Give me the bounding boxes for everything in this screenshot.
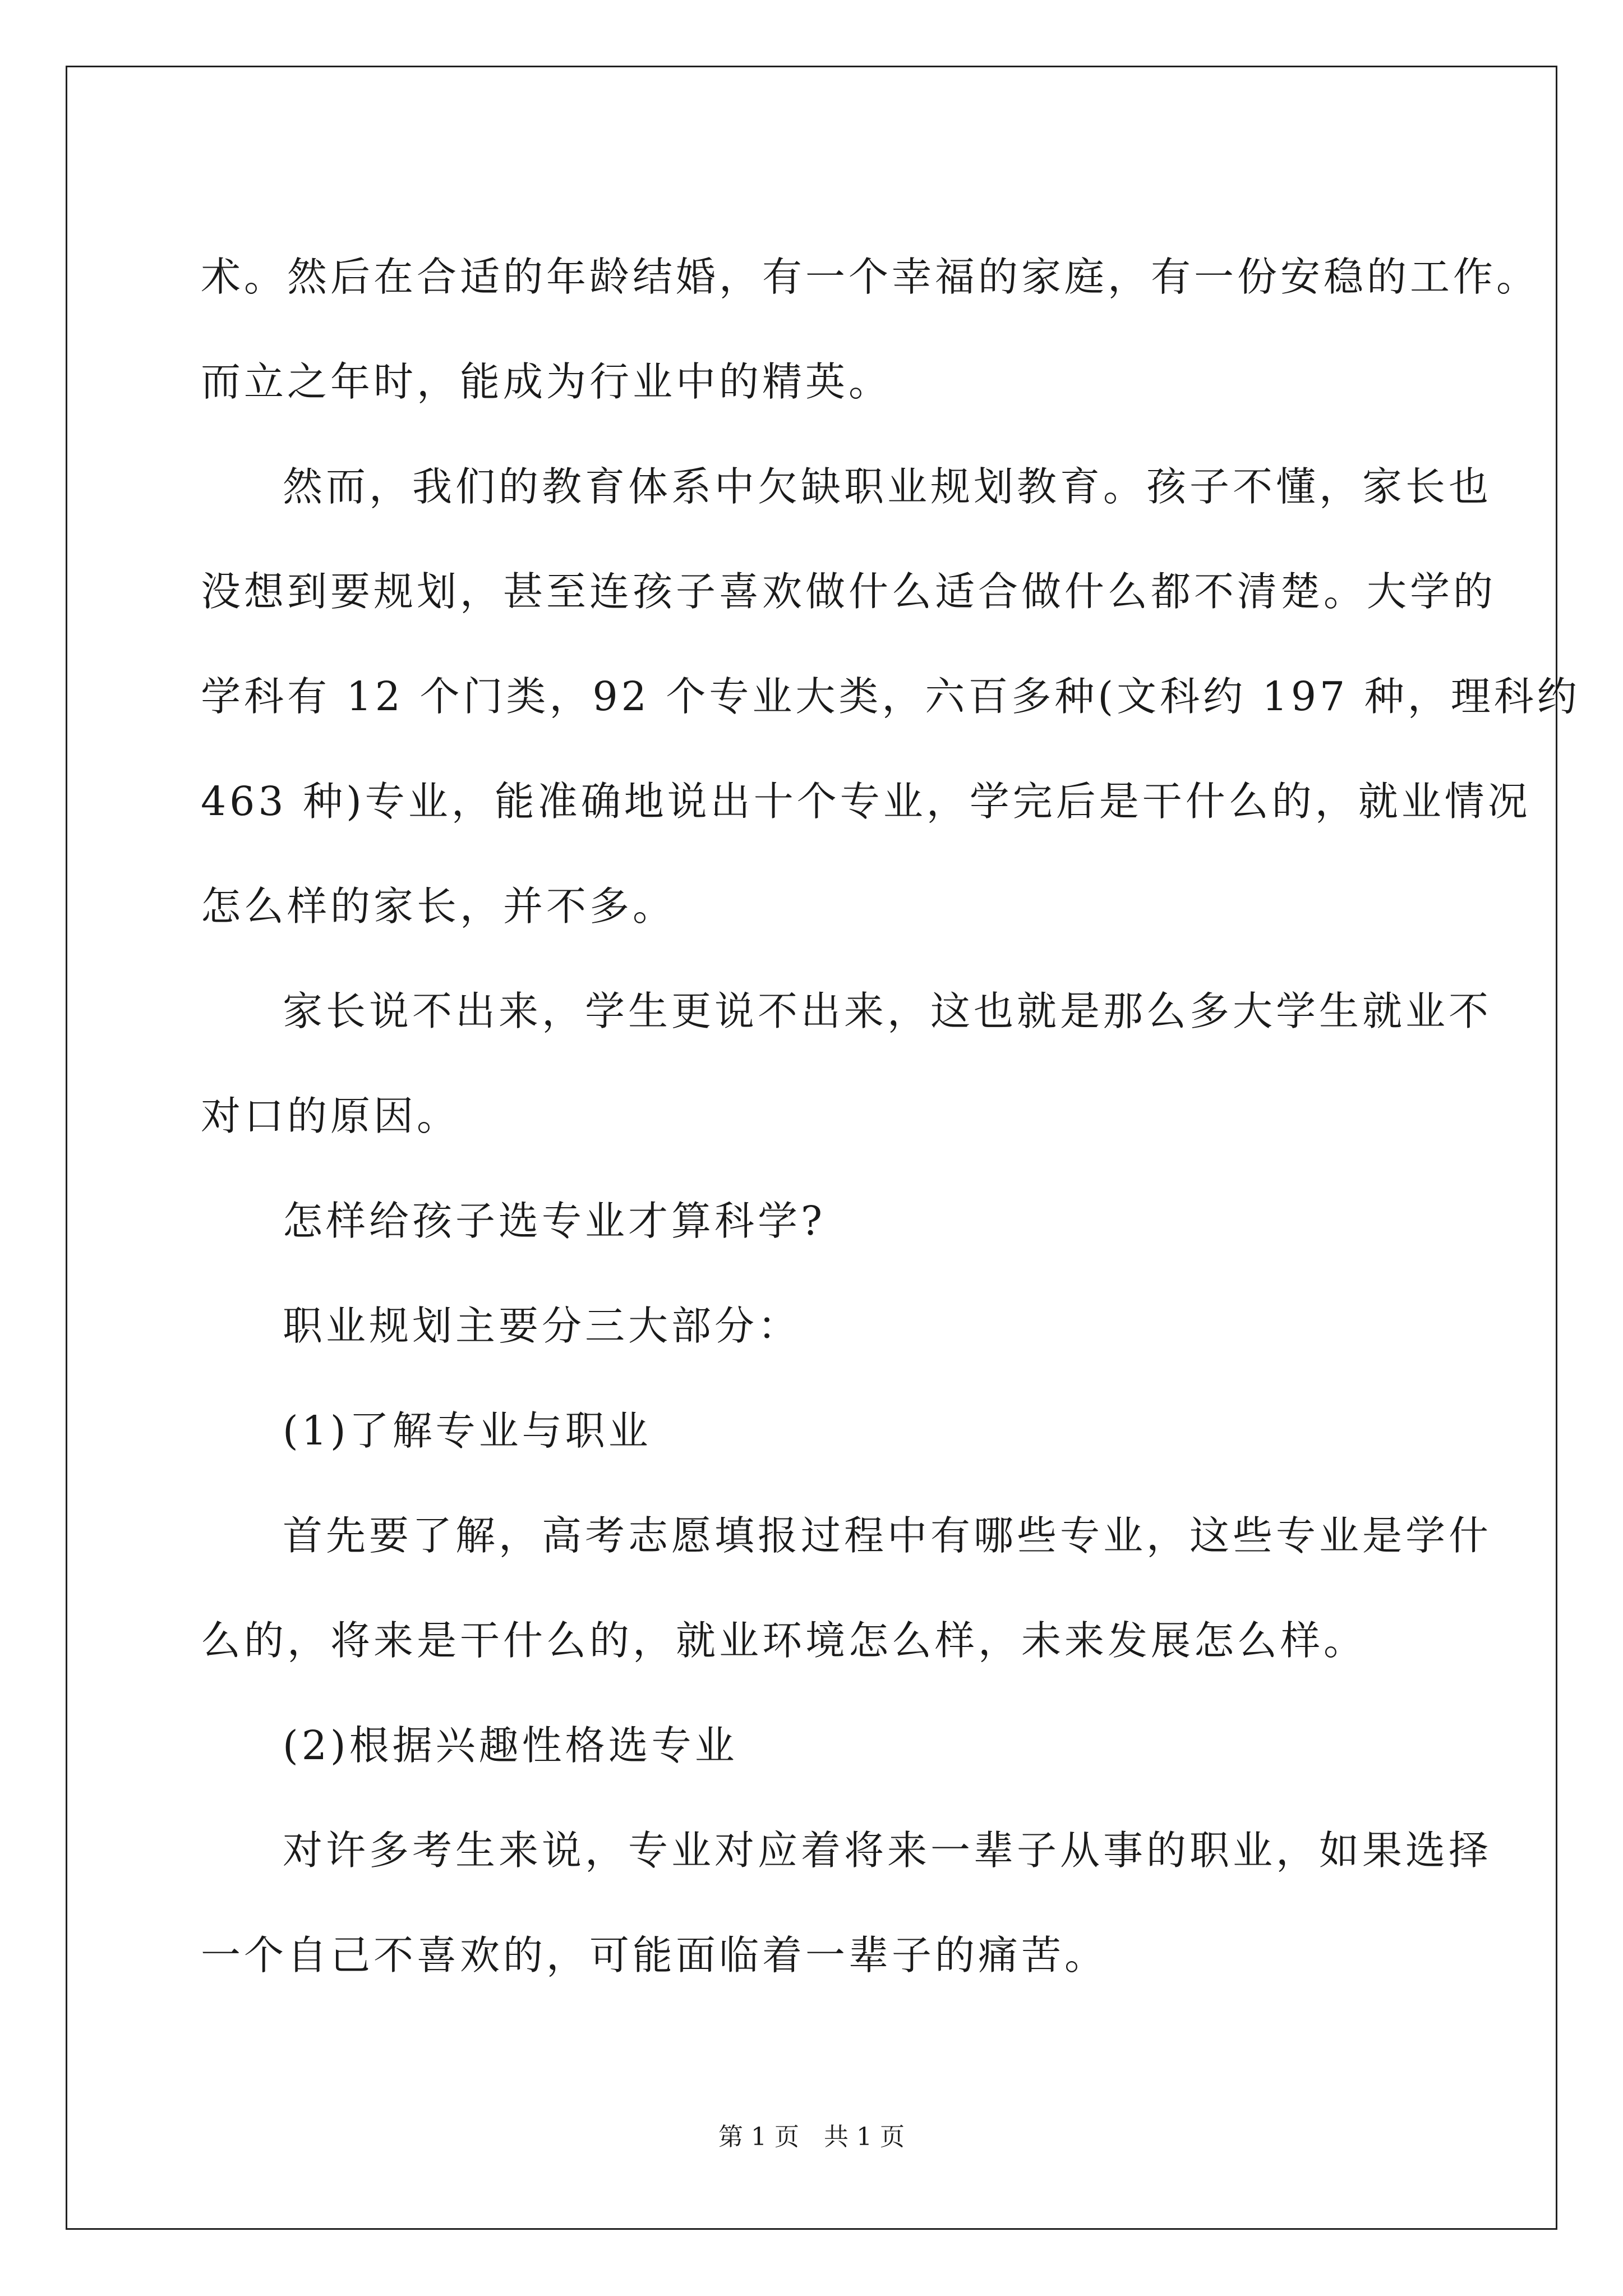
text-line-10: 怎样给孩子选专业才算科学? [283,1198,826,1244]
text-line-7: 怎么样的家长，并不多。 [201,883,676,930]
text-line-13: 首先要了解，高考志愿填报过程中有哪些专业，这些专业是学什 [283,1512,1492,1559]
text-line-16: 对许多考生来说，专业对应着将来一辈子从事的职业，如果选择 [283,1827,1492,1874]
text-line-15: (2)根据兴趣性格选专业 [283,1722,738,1769]
text-line-2: 而立之年时，能成为行业中的精英。 [201,358,892,405]
text-line-9: 对口的原因。 [201,1093,460,1139]
text-line-14: 么的，将来是干什么的，就业环境怎么样，未来发展怎么样。 [201,1617,1367,1664]
page-number-footer: 第 1 页 共 1 页 [718,2123,905,2151]
text-line-11: 职业规划主要分三大部分： [283,1303,801,1349]
text-line-17: 一个自己不喜欢的，可能面临着一辈子的痛苦。 [201,1932,1108,1978]
text-line-8: 家长说不出来，学生更说不出来，这也就是那么多大学生就业不 [283,988,1492,1034]
text-line-3: 然而，我们的教育体系中欠缺职业规划教育。孩子不懂，家长也 [283,463,1492,510]
text-line-1: 术。然后在合适的年龄结婚，有一个幸福的家庭，有一份安稳的工作。 [201,254,1540,300]
text-line-12: (1)了解专业与职业 [283,1407,652,1454]
document-body [201,224,1580,2008]
text-line-5: 学科有 12 个门类，92 个专业大类，六百多种(文科约 197 种，理科约 [201,673,1580,720]
text-line-4: 没想到要规划，甚至连孩子喜欢做什么适合做什么都不清楚。大学的 [201,568,1497,615]
text-line-6: 463 种)专业，能准确地说出十个专业，学完后是干什么的，就业情况 [201,778,1531,825]
